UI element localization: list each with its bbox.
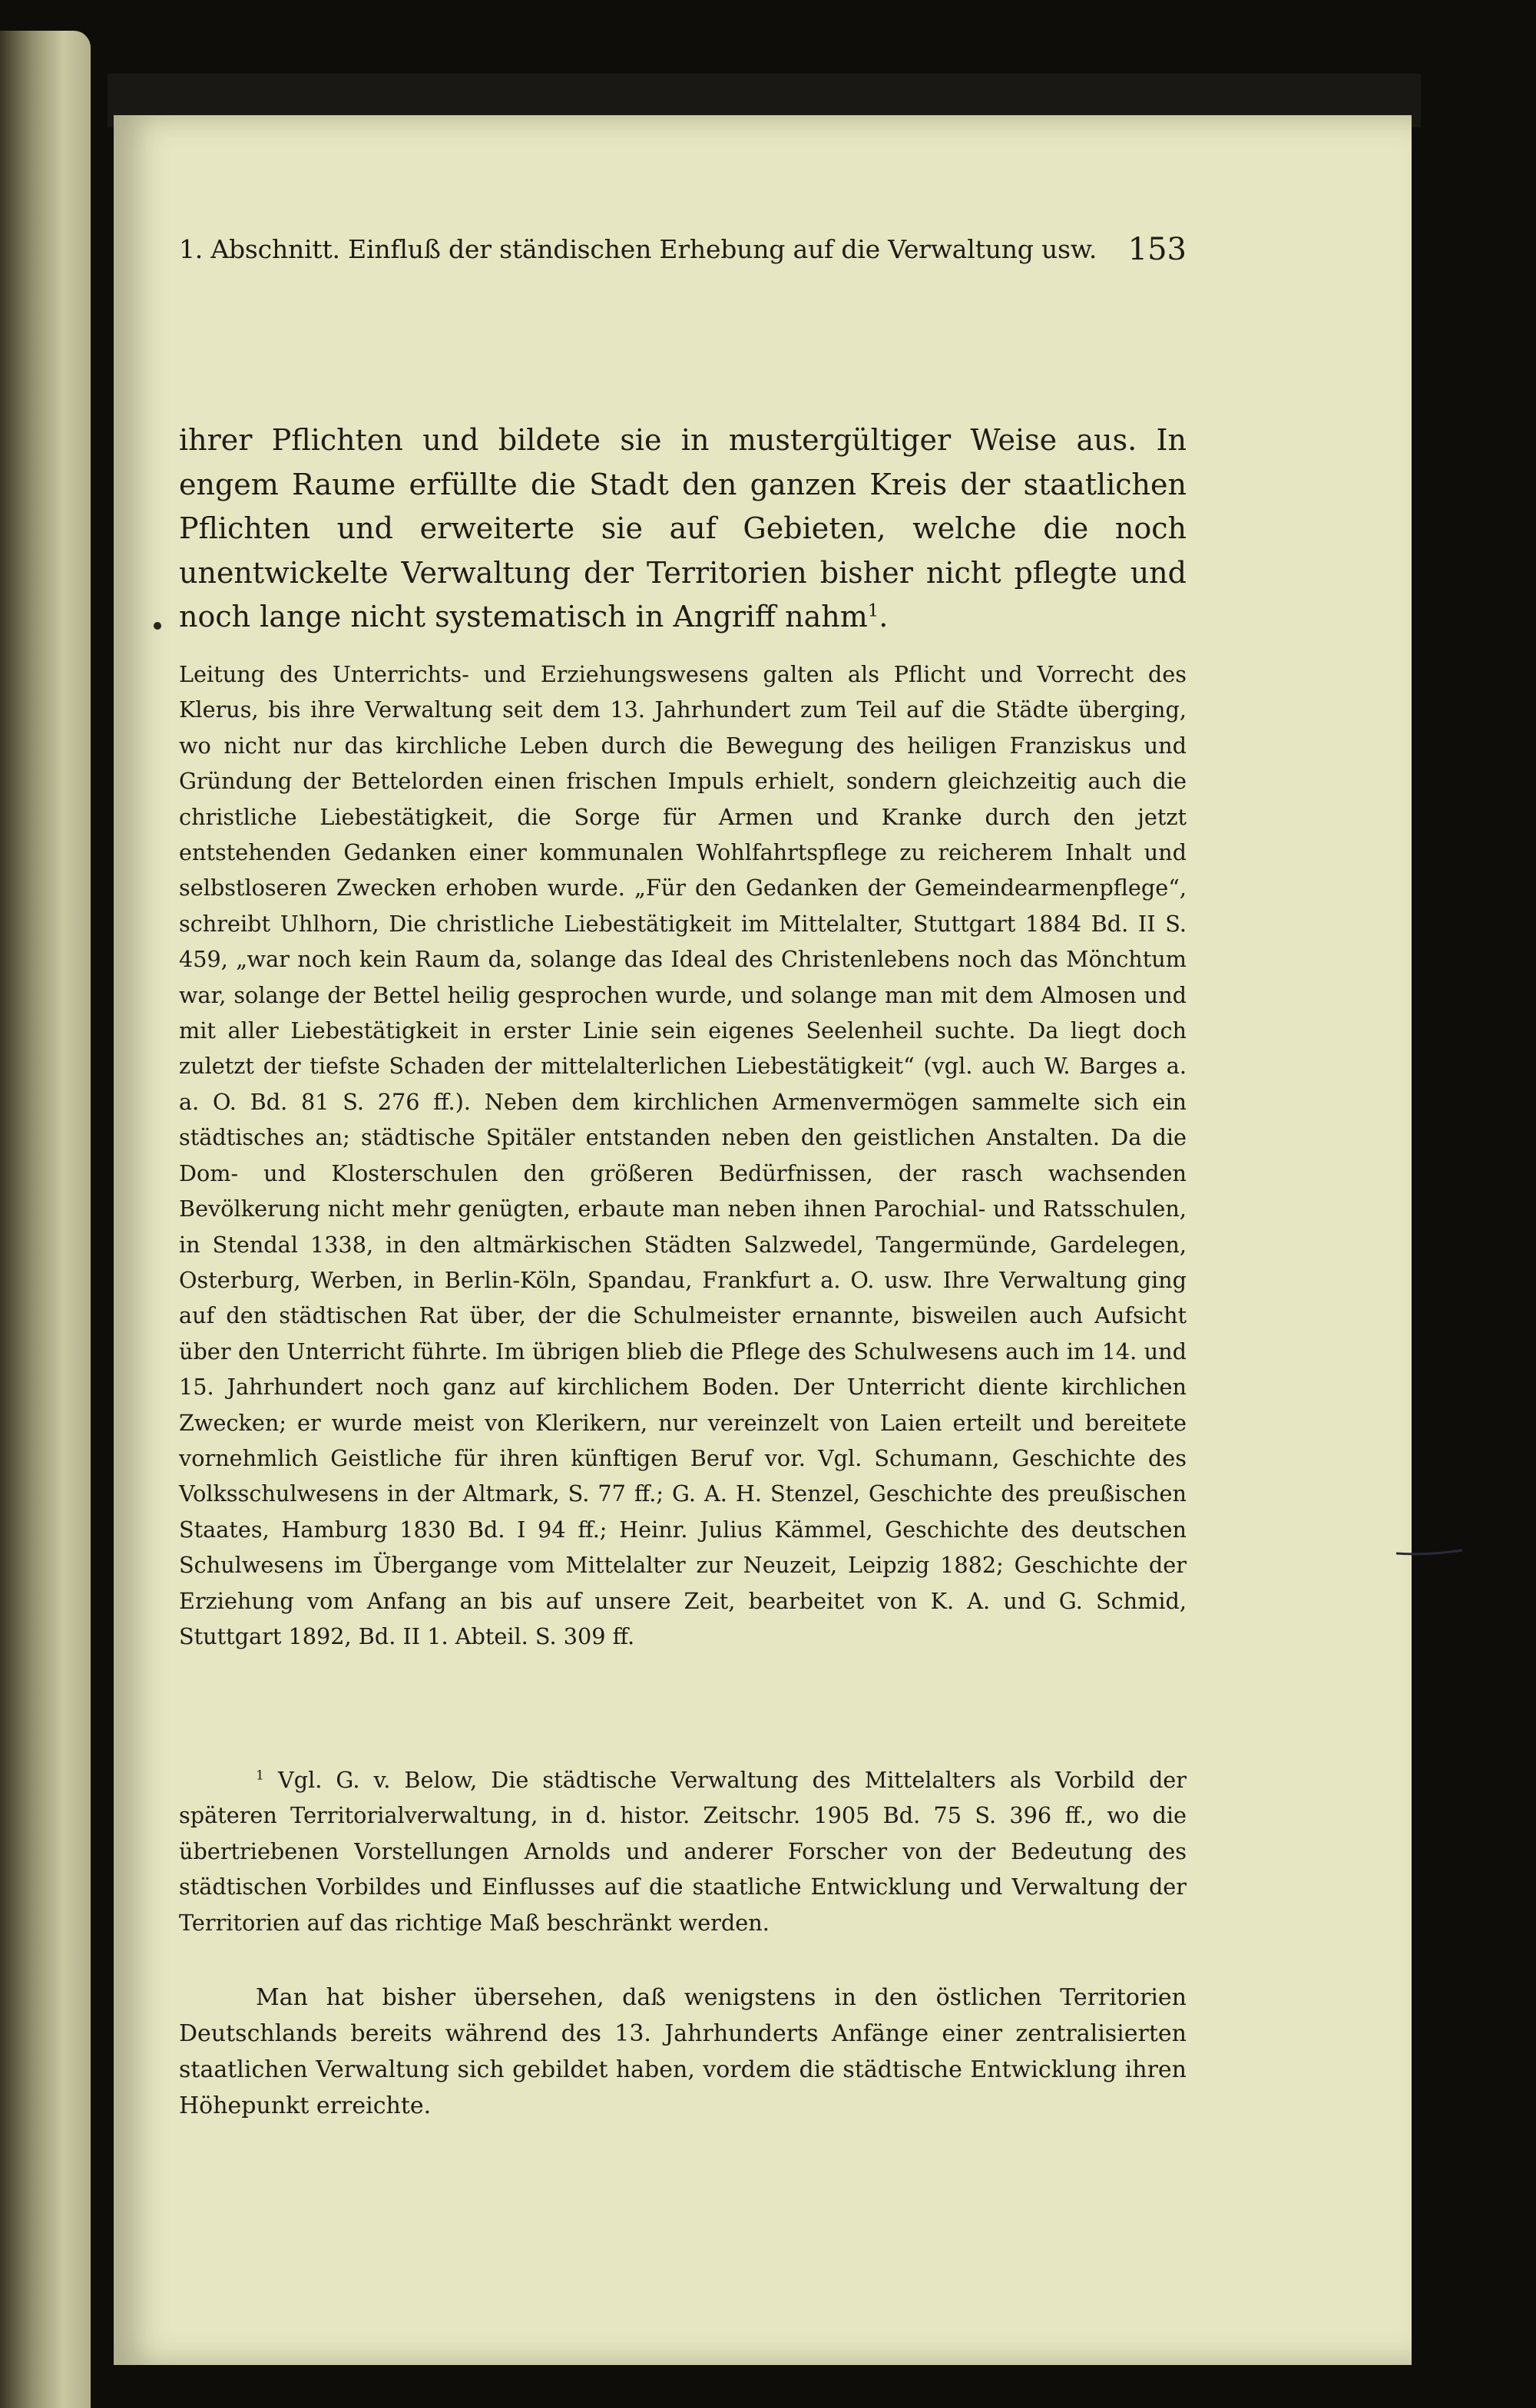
footnote-continuation-text: Leitung des Unterrichts- und Erziehungswesens galten als Pflicht und Vorrecht des Klerus, bis ihre Verwaltung seit dem 13. Jahrhundert zum Teil auf die Städte überging, wo nicht nur das kirchliche Leben durch die Bewegung des heiligen Franziskus und Gründung der Bettelorden einen frischen Impuls erhielt, sondern gleichzeitig auch die christliche Liebestätigkeit, die Sorge für Armen und Kranke durch den jetzt entstehenden Gedanken einer kommunalen Wohlfahrtspflege zu reicherem Inhalt und selbstloseren Zwecken erhoben wurde. „Für den Gedanken der Gemeindearmenpflege“, schreibt Uhlhorn, Die christliche Liebestätigkeit im Mittelalter, Stuttgart 1884 Bd. II S. 459, „war noch kein Raum da, solange das Ideal des Christenlebens noch das Mönchtum war, solange der Bettel heilig gesprochen wurde, und solange man mit dem Almosen und mit aller Liebestätigkeit in erster Linie sein eigenes Seelenheil suchte. Da liegt doch zuletzt der tiefste Schaden der mittelalterlichen Liebestätigkeit“ (vgl. auch W. Barges a. a. O. Bd. 81 S. 276 ff.). Neben dem kirchlichen Armenvermögen sammelte sich ein städtisches an; städtische Spitäler entstanden neben den geistlichen Anstalten. Da die Dom- und Klosterschulen den größeren Bedürfnissen, der rasch wachsenden Bevölkerung nicht mehr genügten, erbaute man neben ihnen Parochial- und Ratsschulen, in Stendal 1338, in den altmärkischen Städten Salzwedel, Tangermünde, Gardelegen, Osterburg, Werben, in Berlin-Köln, Spandau, Frankfurt a. O. usw. Ihre Verwaltung ging auf den städtischen Rat über, der die Schulmeister ernannte, bisweilen auch Aufsicht über den Unterricht führte. Im übrigen blieb die Pflege des Schulwesens auch im 14. und 15. Jahrhundert noch ganz auf kirchlichem Boden. Der Unterricht diente kirchlichen Zwecken; er wurde meist von Klerikern, nur vereinzelt von Laien erteilt und bereitete vornehmlich Geistliche für ihren künftigen Beruf vor. Vgl. Schumann, Geschichte des Volksschulwesens in der Altmark, S. 77 ff.; G. A. H. Stenzel, Geschichte des preußischen Staates, Hamburg 1830 Bd. I 94 ff.; Heinr. Julius Kämmel, Geschichte des deutschen Schulwesens im Übergange vom Mittelalter zur Neuzeit, Leipzig 1882; Geschichte der Erziehung vom Anfang an bis auf unsere Zeit, bearbeitet von K. A. und G. Schmid, Stuttgart 1892, Bd. II 1. Abteil. S. 309 ff. [179, 661, 1187, 1649]
closing-paragraph-text: Man hat bisher übersehen, daß wenigstens in den östlichen Territorien Deutschlands bereits während des 13. Jahrhunderts Anfänge einer zentralisierten staatlichen Verwaltung sich gebildet haben, vordem die städtische Entwicklung ihren Höhepunkt erreichte. [179, 1984, 1187, 2119]
footnote-1-marker: 1 [256, 1768, 264, 1784]
footnote-reference: 1 [867, 600, 879, 621]
running-head [179, 230, 1187, 269]
footnote-1-text: Vgl. G. v. Below, Die städtische Verwaltung des Mittelalters als Vorbild der späteren Territorialverwaltung, in d. histor. Zeitschr. 1905 Bd. 75 S. 396 ff., wo die übertriebenen Vorstellungen Arnolds und anderer Forscher von der Bedeutung des städtischen Vorbildes und Einflusses auf die staatliche Entwicklung und Verwaltung der Territorien auf das richtige Maß beschränkt werden. [179, 1767, 1187, 1936]
footnote-continuation [179, 657, 1187, 1654]
closing-paragraph [179, 1980, 1187, 2124]
main-paragraph [179, 418, 1187, 640]
page-speck [154, 622, 161, 630]
page-number: 153 [1127, 232, 1187, 267]
running-head-title: 1. Abschnitt. Einfluß der ständischen Erhebung auf die Verwaltung usw. [179, 234, 1097, 264]
main-paragraph-text: ihrer Pflichten und bildete sie in mustergültiger Weise aus. In engem Raume erfüllte die Stadt den ganzen Kreis der staatlichen Pflichten und erweiterte sie auf Gebieten, welche die noch unentwickelte Verwaltung der Territorien bisher nicht pflegte und noch lange nicht systematisch in Angriff nahm [179, 423, 1187, 633]
book-page [114, 115, 1412, 2365]
facing-page-edge [0, 31, 91, 2408]
main-paragraph-end: . [879, 600, 889, 633]
footnote-1 [179, 1762, 1187, 1940]
margin-pencil-mark [1395, 1547, 1464, 1558]
